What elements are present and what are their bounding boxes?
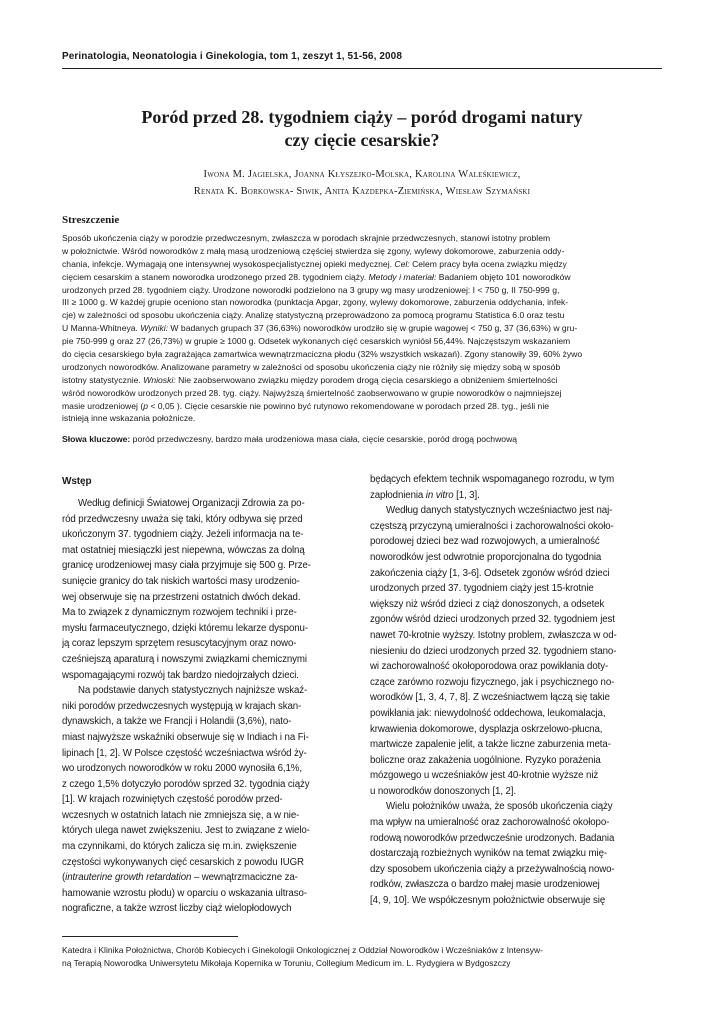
- paragraph-line: dzy sposobem ukończenia ciąży a przeżywalnością nowo-: [370, 863, 615, 875]
- author-line: Renata K. Borkowska- Siwik, Anita Kazdepka-Ziemińska, Wiesław Szymański: [193, 186, 531, 197]
- paragraph-line: boliczne oraz zakażenia uogólnione. Ryzyko porażenia: [370, 754, 601, 766]
- abstract-line: istotny statystycznie. Wnioski: Nie zaobserwowano związku między porodem drogą cięcia cesarskiego a obniżeniem śmiertelności: [62, 374, 558, 385]
- paragraph-line: worodków [1, 3, 4, 7, 8]. Z wcześniactwem łączą się takie: [370, 692, 610, 704]
- abstract-line: wśród noworodków urodzonych przed 28. tyg. ciąży. Najwyższą śmiertelność zaobserwowano w grupie noworodków o najmniejszej: [62, 387, 562, 398]
- paragraph-line: wej obserwuje się na przestrzeni ostatnich dwóch dekad.: [62, 591, 301, 603]
- paragraph-line: których ulega nawet zwiększeniu. Jest to związane z wielo-: [62, 825, 310, 837]
- footnote-rule: [62, 936, 238, 937]
- title-line: Poród przed 28. tygodniem ciąży – poród drogami natury: [141, 107, 583, 127]
- paragraph-line: krwawienia dokomorowe, dysplazja oskrzelowo-płucna,: [370, 723, 603, 735]
- footnote-line: ną Terapią Noworodka Uniwersytetu Mikołaja Kopernika w Toruniu, Collegium Medicum im. L. Rydygiera w Bydgoszczy: [62, 958, 511, 968]
- right-column: [370, 472, 662, 909]
- article-title: [62, 106, 662, 152]
- paragraph-line: dostarczają rozbieżnych wyników na temat związku mię-: [370, 848, 607, 860]
- abstract-line: U Manna-Whitneya. Wyniki: W badanych grupach 37 (36,63%) noworodków urodziło się w grupie wagowej < 750 g, 37 (36,63%) w gru-: [62, 323, 578, 334]
- paragraph-line: będących efektem technik wspomaganego rozrodu, w tym: [370, 474, 615, 485]
- abstract-line: chania, infekcje. Wymagają one intensywnej wysokospecjalistycznej opieki medycznej. Cel: Celem pracy była ocena związku między: [62, 258, 567, 269]
- paragraph-line: zgonów wśród dzieci urodzonych przed 32. tygodniem jest: [370, 614, 615, 626]
- paragraph-line: sunięcie granicy do tak niskich wartości masy urodzenio-: [62, 575, 300, 587]
- paragraph-line: (intrauterine growth retardation – wewnątrzmaciczne za-: [62, 872, 298, 884]
- paragraph-line: Na podstawie danych statystycznych najniższe wskaź-: [78, 685, 308, 697]
- left-column: [62, 474, 354, 917]
- paragraph-line: częstości wykonywanych cięć cesarskich z powodu IUGR: [62, 856, 304, 868]
- paragraph-line: granicę urodzeniowej masy ciała przyjmuje się 500 g. Prze-: [62, 560, 311, 572]
- paragraph-line: porodowej dzieci bez wad rozwojowych, a umieralność: [370, 536, 600, 548]
- paragraph-line: ma czynnikami, do których zalicza się m.in. zwiększenie: [62, 841, 297, 853]
- keywords: [62, 433, 662, 446]
- paragraph-line: Ma to związek z dynamicznym rozwojem techniki i prze-: [62, 607, 297, 619]
- author-list: [62, 166, 662, 200]
- paragraph-line: wi zachorowalność okołoporodowa oraz powikłania doty-: [370, 661, 609, 673]
- abstract-line: urodzonych noworodków. Analizowane parametry w zależności od sposobu ukończenia ciąży nie różniły się między sobą w sposób: [62, 361, 561, 372]
- paragraph-line: mózgowego u wcześniaków jest 40-krotnie wyższe niż: [370, 770, 599, 782]
- footnote-line: Katedra i Klinika Położnictwa, Chorób Kobiecych i Ginekologii Onkologicznej z Oddział Noworodków i Wcześniaków z Intensyw-: [62, 945, 543, 955]
- paragraph-line: [4, 9, 10]. We współczesnym położnictwie obserwuje się: [370, 895, 606, 907]
- paragraph-line: z czego 1,5% dotyczyło porodów sprzed 32. tygodnia ciąży: [62, 778, 310, 790]
- paragraph-line: nograficzne, a także wzrost liczby ciąż wielopłodowych: [62, 903, 292, 915]
- section-heading: Wstęp: [62, 476, 92, 487]
- keywords-label: Słowa kluczowe:: [62, 434, 131, 444]
- paragraph-line: niki porodów przedwczesnych występują w krajach skan-: [62, 700, 302, 712]
- paragraph-line: dynawskich, a także we Francji i Holandii (3,6%), nato-: [62, 716, 292, 728]
- paragraph-line: częstszą przyczyną umieralności i zachorowalności około-: [370, 520, 614, 532]
- abstract-line: urodzonych przed 28. tygodniem ciąży. Urodzone noworodki podzielono na 3 grupy wg masy urodzeniowej: I < 750 g, II 750-999 g,: [62, 284, 560, 295]
- running-head: Perinatologia, Neonatologia i Ginekologia, tom 1, zeszyt 1, 51-56, 2008: [62, 51, 402, 62]
- abstract-label-conclusions: Wnioski:: [143, 374, 176, 385]
- paragraph-line: wo urodzonych noworodków w roku 2000 wynosiła 6,1%,: [62, 763, 302, 775]
- paragraph-line: noworodków jest odwrotnie proporcjonalna do tygodnia: [370, 551, 602, 563]
- paragraph-line: lipinach [1, 2]. W Polsce częstość wcześniactwa wśród ży-: [62, 747, 307, 759]
- paragraph-line: cześniejszą aparaturą i nowszymi związkami chemicznymi: [62, 653, 307, 665]
- author-line: Iwona M. Jagielska, Joanna Kłyszejko-Molska, Karolina Waleśkiewicz,: [203, 169, 521, 180]
- abstract-line: masie urodzeniowej (p < 0,05 ). Cięcie cesarskie nie powinno być rutynowo rekomendowane w porodach przed 28. tyg., jeśli nie: [62, 400, 550, 411]
- paragraph-line: ukończonym 37. tygodniem ciąży. Jeżeli informacja na te-: [62, 529, 304, 541]
- abstract-line: III ≥ 1000 g. W każdej grupie oceniono stan noworodka (punktacja Apgar, zgony, wylewy dokomorowe, zaburzenia oddychania, infek-: [62, 297, 569, 308]
- paragraph-line: Według danych statystycznych wcześniactwo jest naj-: [386, 505, 613, 517]
- paragraph-line: większy niż wśród dzieci z ciąż donoszonych, a odsetek: [370, 598, 605, 610]
- abstract-line: Sposób ukończenia ciąży w porodzie przedwczesnym, zwłaszcza w porodach skrajnie przedwczesnych, stanowi istotny problem: [62, 233, 551, 243]
- paragraph-line: wspomagającymi rozwój tak bardzo niedojrzałych dzieci.: [62, 669, 299, 681]
- abstract-label-results: Wyniki:: [140, 323, 169, 334]
- paragraph-line: Według definicji Światowej Organizacji Zdrowia za po-: [78, 498, 305, 509]
- paragraph-line: [1]. W krajach rozwiniętych częstość porodów przed-: [62, 794, 283, 806]
- paragraph-line: u noworodków donoszonych [1, 2].: [370, 785, 516, 797]
- abstract-line: w położnictwie. Wśród noworodków z małą masą urodzeniową częściej stwierdza się zgony, wylewy dokomorowe, zaburzenia oddy-: [62, 245, 565, 256]
- paragraph-line: nawet 70-krotnie wyższy. Istotny problem, zwłaszcza w od-: [370, 629, 617, 641]
- paragraph-line: ród przedwczesny uważa się taki, który odbywa się przed: [62, 513, 303, 525]
- paragraph-line: ma wpływ na umieralność oraz zachorowalność okołopo-: [370, 817, 610, 829]
- abstract-line: cięciem cesarskim a stanem noworodka urodzonego przed 28. tygodniem ciąży. Metody i materiał: Badaniem objęto 101 noworodków: [62, 271, 571, 282]
- paragraph-line: zakończenia ciąży [1, 3-6]. Odsetek zgonów wśród dzieci: [370, 567, 610, 579]
- abstract-line: do cięcia cesarskiego była zagrażająca zamartwica wewnątrzmaciczna płodu (32% wszystkich wskazań). Zgony stanowiły 39, 60% żywo: [62, 349, 583, 360]
- abstract-label-aim: Cel:: [394, 258, 410, 269]
- keywords-text: poród przedwczesny, bardzo mała urodzeniowa masa ciała, cięcie cesarskie, poród drogą pochwową: [130, 434, 518, 444]
- paragraph-line: Wielu położników uważa, że sposób ukończenia ciąży: [386, 801, 613, 813]
- paragraph-line: powikłania jak: niewydolność oddechowa, leukomalacja,: [370, 707, 606, 719]
- abstract-line: pie 750-999 g oraz 27 (26,73%) w grupie ≥ 1000 g. Odsetek wykonanych cięć cesarskich wyniósł 56,44%. Najczęstszym wskazaniem: [62, 336, 571, 347]
- paragraph-line: mysłu farmaceutycznego, dzięki któremu lekarze dysponu-: [62, 622, 308, 634]
- paragraph-line: rodków, zwłaszcza o bardzo małej masie urodzeniowej: [370, 879, 600, 891]
- paragraph-line: rodową noworodków przedwcześnie urodzonych. Badania: [370, 832, 615, 844]
- abstract-line: istnieją inne wskazania położnicze.: [62, 413, 196, 424]
- paragraph-line: martwicze zapalenie jelit, a także liczne zaburzenia meta-: [370, 739, 611, 751]
- paragraph-line: niesieniu do dzieci urodzonych przed 32. tygodniem stano-: [370, 645, 617, 657]
- paragraph-line: urodzonych przed 37. tygodniem ciąży jest 15-krotnie: [370, 583, 594, 595]
- affiliation-footnote: [62, 944, 666, 970]
- paragraph-line: mat ostatniej miesiączki jest niepewna, wówczas za dolną: [62, 544, 305, 556]
- abstract-body: [62, 232, 662, 425]
- abstract-label-methods: Metody i materiał:: [368, 271, 437, 282]
- paragraph-line: wczesnych w ostatnich latach nie zmniejsza się, a w nie-: [62, 809, 300, 821]
- abstract-line: cje) w zależności od sposobu ukończenia ciąży. Analizę statystyczną przeprowadzono za pomocą programu Statistica 6.0 oraz testu: [62, 310, 565, 321]
- abstract-heading: Streszczenie: [62, 214, 120, 226]
- paragraph-line: miast najwyższe wskaźniki obserwuje się w Indiach i na Fi-: [62, 731, 309, 743]
- header-rule: [62, 68, 662, 69]
- paragraph-line: ją coraz lepszym sprzętem resuscytacyjnym oraz nowo-: [62, 638, 297, 650]
- paragraph-line: hamowanie wzrostu płodu) w oparciu o wskazania ultraso-: [62, 887, 307, 899]
- paragraph-line: czące zarówno rozwoju fizycznego, jak i psychicznego no-: [370, 676, 615, 688]
- paragraph-line: zapłodnienia in vitro [1, 3].: [370, 489, 480, 501]
- title-line: czy cięcie cesarskie?: [284, 130, 440, 150]
